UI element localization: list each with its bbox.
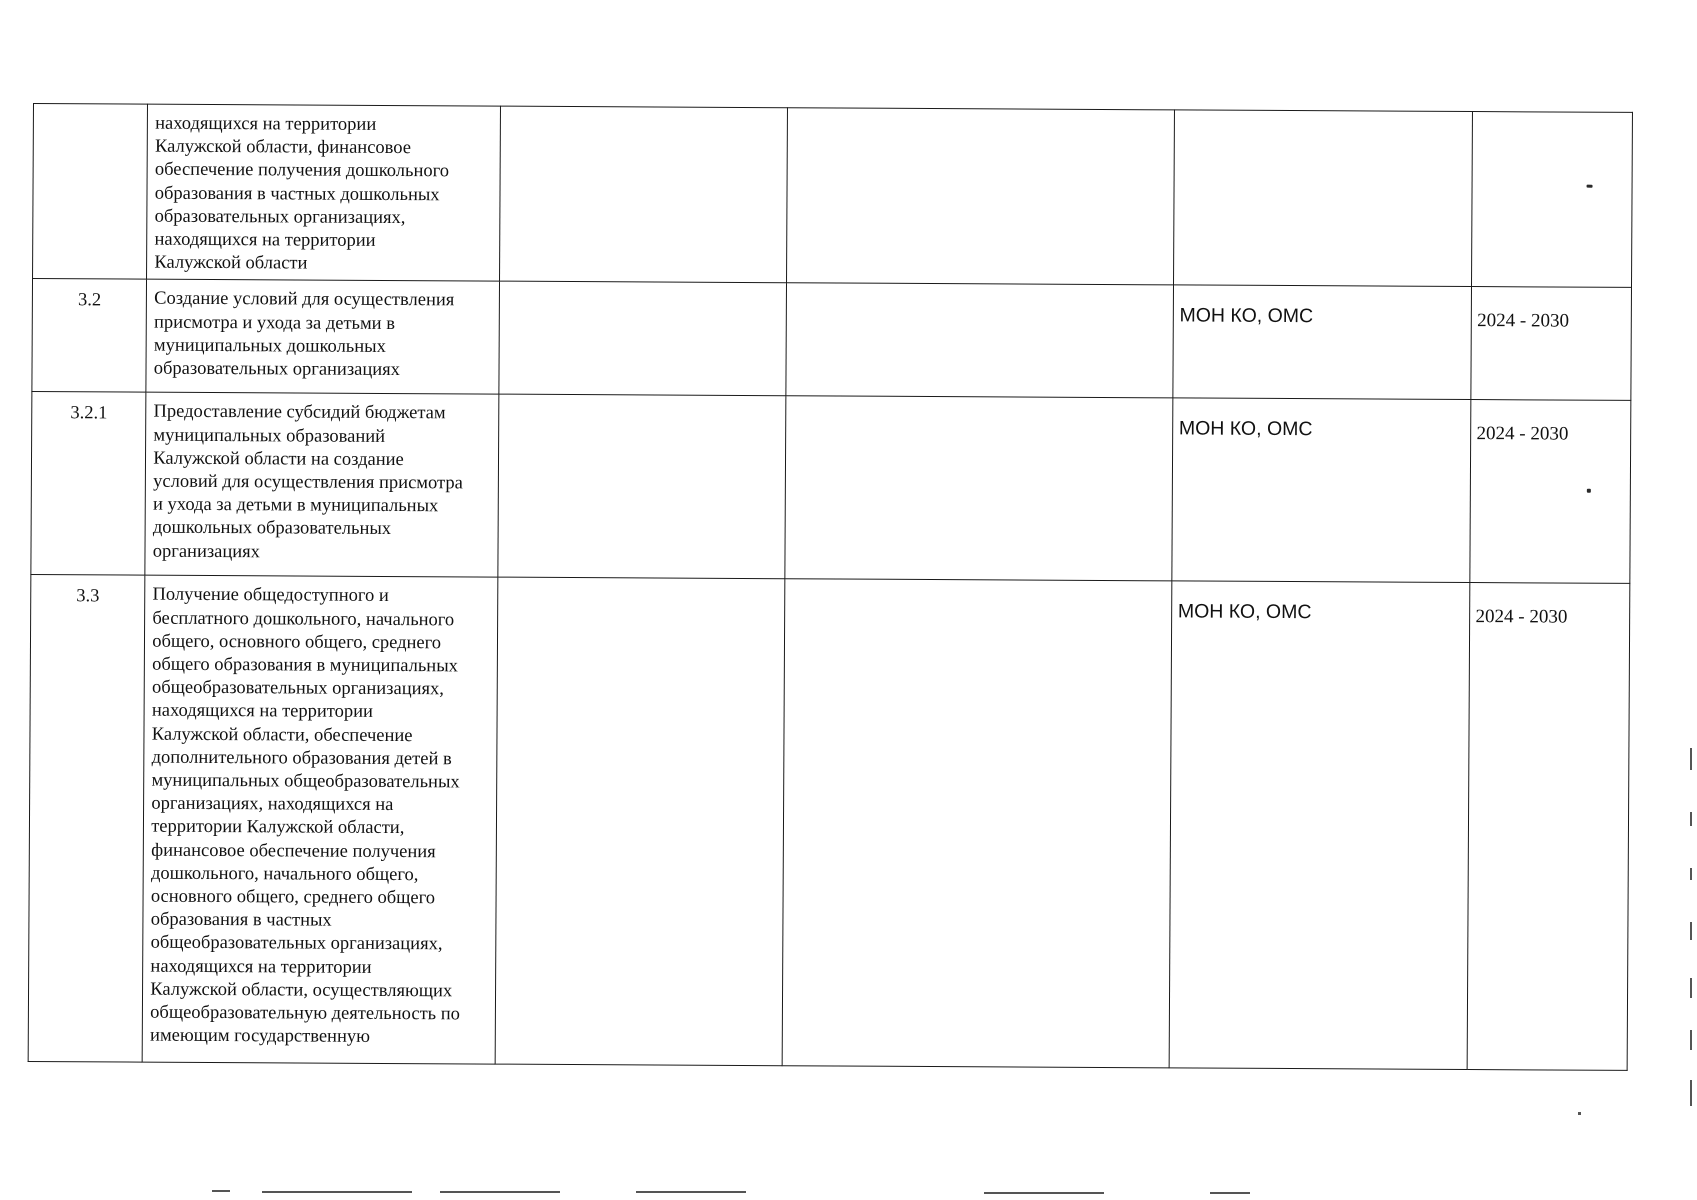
table-row bbox=[32, 279, 1632, 401]
table-row bbox=[31, 392, 1631, 584]
scan-mark bbox=[1690, 922, 1692, 940]
empty-cell bbox=[499, 282, 786, 397]
measure-name-line: находящихся на территории bbox=[150, 956, 372, 978]
measure-name-line: образовательных организациях, bbox=[154, 206, 406, 228]
measure-name-cell bbox=[146, 280, 499, 395]
empty-cell bbox=[499, 106, 787, 283]
measure-name-line: организациях, находящихся на bbox=[151, 793, 394, 816]
scan-mark bbox=[262, 1191, 412, 1193]
measure-name-line: Предоставление субсидий бюджетам bbox=[153, 402, 446, 424]
measure-name-line: организациях bbox=[152, 541, 261, 562]
empty-cell bbox=[495, 578, 785, 1067]
measure-name-line: общего образования в муниципальных bbox=[152, 654, 458, 677]
measure-name-line: образования в частных дошкольных bbox=[154, 183, 440, 205]
term-cell bbox=[1467, 583, 1629, 1071]
executor-cell bbox=[1173, 285, 1472, 400]
row-number-cell bbox=[33, 104, 148, 280]
measure-name-line: муниципальных дошкольных bbox=[153, 335, 386, 357]
term-cell bbox=[1470, 400, 1631, 584]
table-row bbox=[33, 104, 1633, 288]
measure-name-cell bbox=[147, 104, 501, 281]
term: 2024 - 2030 bbox=[1476, 423, 1569, 446]
measure-name-line: общеобразовательных организациях, bbox=[151, 677, 444, 700]
executor-cell bbox=[1169, 581, 1470, 1070]
scan-mark bbox=[1690, 1080, 1692, 1106]
scan-mark bbox=[212, 1190, 230, 1192]
measure-name-line: Калужской области, обеспечение bbox=[151, 724, 413, 746]
measure-name-line: находящихся на территории bbox=[154, 229, 376, 251]
term-cell bbox=[1471, 287, 1631, 401]
measure-name-line: образования в частных bbox=[150, 909, 332, 931]
row-number: 3.3 bbox=[76, 586, 100, 607]
empty-cell bbox=[786, 108, 1174, 286]
measure-name-cell bbox=[145, 393, 499, 578]
measure-name-cell bbox=[142, 576, 497, 1065]
measure-name-line: дошкольного, начального общего, bbox=[150, 863, 419, 886]
scan-mark bbox=[1690, 978, 1692, 998]
row-number-cell bbox=[32, 279, 147, 393]
measure-name-line: муниципальных общеобразовательных bbox=[151, 770, 460, 793]
term: 2024 - 2030 bbox=[1475, 606, 1568, 628]
measure-name-line: территории Калужской области, bbox=[151, 817, 405, 839]
row-number-cell bbox=[28, 575, 145, 1063]
measure-name-line: дополнительного образования детей в bbox=[151, 747, 452, 770]
row-number-cell bbox=[31, 392, 146, 576]
measure-name-line: муниципальных образований bbox=[153, 425, 386, 447]
executor: МОН КО, ОМС bbox=[1178, 417, 1313, 441]
measure-name-line: имеющим государственную bbox=[150, 1025, 371, 1048]
executor: МОН КО, ОМС bbox=[1177, 600, 1312, 624]
measure-name-line: Создание условий для осуществления bbox=[154, 289, 455, 311]
scan-mark bbox=[1690, 812, 1692, 826]
measure-name-line: финансовое обеспечение получения bbox=[151, 840, 436, 862]
measure-name-line: присмотра и ухода за детьми в bbox=[154, 312, 396, 334]
scan-speck bbox=[1587, 489, 1591, 493]
measure-name-line: образовательных организациях bbox=[153, 358, 401, 381]
measure-name-line: обеспечение получения дошкольного bbox=[154, 160, 450, 182]
row-number: 3.2 bbox=[77, 290, 102, 311]
scan-mark bbox=[636, 1191, 746, 1193]
measure-name-line: общеобразовательную деятельность по bbox=[150, 1002, 460, 1025]
empty-cell bbox=[498, 395, 786, 580]
executor-cell bbox=[1172, 398, 1472, 583]
scan-mark bbox=[1690, 748, 1692, 770]
measure-name-line: Калужской области на создание bbox=[153, 448, 404, 470]
measure-name-line: Калужской области bbox=[154, 252, 308, 274]
table-row bbox=[28, 575, 1630, 1071]
scan-mark bbox=[1690, 868, 1692, 880]
measure-name-line: находящихся на территории bbox=[155, 113, 377, 135]
measures-table bbox=[28, 103, 1633, 1071]
scan-mark bbox=[984, 1192, 1104, 1194]
measure-name-line: и ухода за детьми в муниципальных bbox=[152, 494, 439, 517]
term: 2024 - 2030 bbox=[1477, 310, 1570, 333]
measure-name-line: находящихся на территории bbox=[151, 701, 374, 723]
row-number: 3.2.1 bbox=[70, 403, 108, 424]
measure-name-line: основного общего, среднего общего bbox=[150, 886, 436, 909]
measure-name-line: условий для осуществления присмотра bbox=[153, 471, 463, 494]
measure-name-line: бесплатного дошкольного, начального bbox=[152, 608, 455, 630]
scan-speck bbox=[1587, 185, 1593, 188]
executor-cell bbox=[1173, 110, 1473, 287]
scan-mark bbox=[440, 1191, 560, 1193]
measure-name-line: Получение общедоступного и bbox=[152, 585, 389, 607]
empty-cell bbox=[782, 579, 1172, 1068]
empty-cell bbox=[786, 283, 1174, 398]
measure-name-line: общеобразовательных организациях, bbox=[150, 933, 443, 955]
measure-name-line: общего, основного общего, среднего bbox=[152, 631, 442, 654]
measure-name-line: Калужской области, финансовое bbox=[154, 136, 412, 159]
measure-name-line: Калужской области, осуществляющих bbox=[150, 979, 453, 1002]
empty-cell bbox=[784, 396, 1172, 581]
measure-name-line: дошкольных образовательных bbox=[152, 518, 392, 540]
scan-mark bbox=[1578, 1112, 1581, 1115]
executor: МОН КО, ОМС bbox=[1179, 304, 1314, 328]
term-cell bbox=[1472, 112, 1633, 288]
scan-mark bbox=[1210, 1192, 1250, 1194]
scan-mark bbox=[1690, 1030, 1692, 1050]
